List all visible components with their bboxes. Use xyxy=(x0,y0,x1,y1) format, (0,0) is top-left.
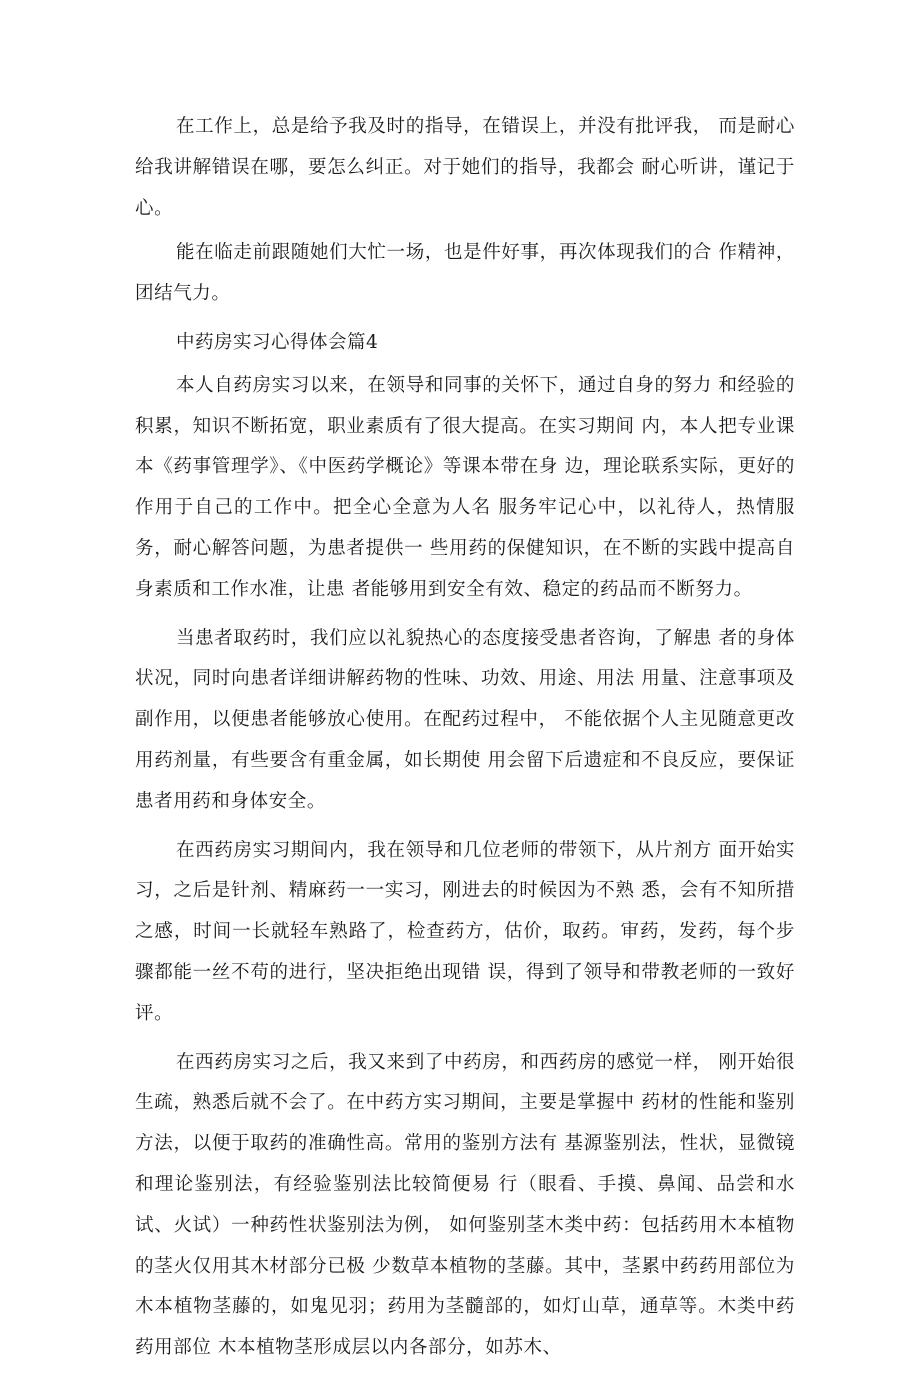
section-paragraph-2: 当患者取药时，我们应以礼貌热心的态度接受患者咨询，了解患 者的身体状况，同时向患者详细讲解药物的性味、功效、用途、用法 用量、注意事项及副作用，以便患者能够放心使用。在配药过程中， 不能依据个人主见随意更改用药剂量，有些要含有重金属，如长期使 用会留下后遗症和不良反应，要保证患者用药和身体安全。 xyxy=(135,627,795,812)
paragraph-1: 在工作上，总是给予我及时的指导，在错误上，并没有批评我， 而是耐心给我讲解错误在哪，要怎么纠正。对于她们的指导，我都会 耐心听讲，谨记于心。 xyxy=(135,116,795,219)
section-paragraph-3: 在西药房实习期间内，我在领导和几位老师的带领下，从片剂方 面开始实习，之后是针剂、精麻药一一实习，刚进去的时候因为不熟 悉，会有不知所措之感，时间一长就轻车熟路了，检查药方，估价，取药。审药，发药，每个步骤都能一丝不苟的进行，坚决拒绝出现错 误，得到了领导和带教老师的一致好评。 xyxy=(135,839,795,1024)
section-paragraph-1: 本人自药房实习以来，在领导和同事的关怀下，通过自身的努力 和经验的积累，知识不断拓宽，职业素质有了很大提高。在实习期间 内，本人把专业课本《药事管理学》、《中医药学概论》等课本带在身 边，理论联系实际，更好的作用于自己的工作中。把全心全意为人名 服务牢记心中，以礼待人，热情服务，耐心解答问题，为患者提供一 些用药的保健知识，在不断的实践中提高自身素质和工作水准，让患 者能够用到安全有效、稳定的药品而不断努力。 xyxy=(135,374,795,600)
paragraph-2: 能在临走前跟随她们大忙一场，也是件好事，再次体现我们的合 作精神，团结气力。 xyxy=(135,242,795,305)
section-paragraph-4: 在西药房实习之后，我又来到了中药房，和西药房的感觉一样， 刚开始很生疏，熟悉后就不会了。在中药方实习期间，主要是掌握中 药材的性能和鉴别方法，以便于取药的准确性高。常用的鉴别方法有 基源鉴别法，性状，显微镜和理论鉴别法，有经验鉴别法比较简便易 行（眼看、手摸、鼻闻、品尝和水试、火试）一种药性状鉴别法为例， 如何鉴别茎木类中药：包括药用木本植物的茎火仅用其木材部分已极 少数草本植物的茎藤。其中，茎累中药药用部位为木本植物茎藤的，如鬼见羽；药用为茎髓部的，如灯山草，通草等。木类中药药用部位 木本植物茎形成层以内各部分，如苏木、 xyxy=(135,1051,795,1359)
document-body xyxy=(135,107,795,1377)
section-heading: 中药房实习心得体会篇4 xyxy=(176,331,379,353)
